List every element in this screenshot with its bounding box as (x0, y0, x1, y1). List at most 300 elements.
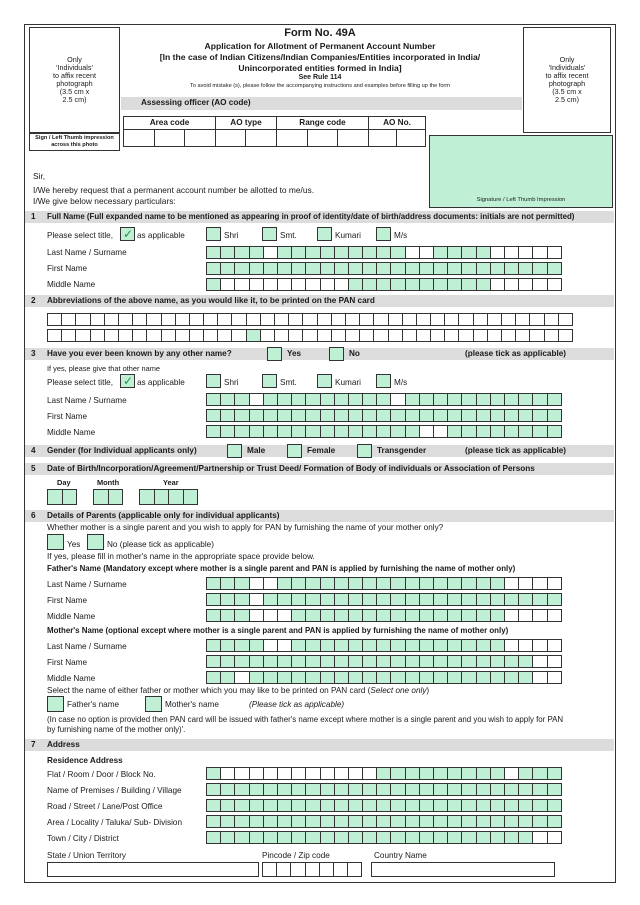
char-box[interactable] (362, 831, 377, 844)
char-box[interactable] (558, 313, 573, 326)
char-box[interactable] (249, 577, 264, 590)
char-box[interactable] (504, 799, 519, 812)
char-box[interactable] (104, 313, 119, 326)
dob-day-cells[interactable] (47, 489, 76, 505)
s1-shri-box[interactable] (206, 227, 221, 241)
char-box[interactable] (334, 671, 349, 684)
char-box[interactable] (544, 329, 559, 342)
char-box[interactable] (291, 655, 306, 668)
char-box[interactable] (390, 409, 405, 422)
char-box[interactable] (231, 329, 246, 342)
char-box[interactable] (390, 393, 405, 406)
char-box[interactable] (320, 767, 335, 780)
char-box[interactable] (277, 655, 292, 668)
char-box[interactable] (334, 815, 349, 828)
char-box[interactable] (461, 831, 476, 844)
char-box[interactable] (490, 393, 505, 406)
char-box[interactable] (93, 489, 109, 505)
char-box[interactable] (433, 246, 448, 259)
char-box[interactable] (373, 313, 388, 326)
char-box[interactable] (234, 671, 249, 684)
char-box[interactable] (348, 767, 363, 780)
char-box[interactable] (234, 639, 249, 652)
char-box[interactable] (518, 783, 533, 796)
char-box[interactable] (220, 609, 235, 622)
char-box[interactable] (461, 577, 476, 590)
char-box[interactable] (433, 393, 448, 406)
char-box[interactable] (447, 767, 462, 780)
char-box[interactable] (362, 278, 377, 291)
char-box[interactable] (263, 767, 278, 780)
char-box[interactable] (206, 767, 221, 780)
char-box[interactable] (291, 278, 306, 291)
char-box[interactable] (461, 671, 476, 684)
char-box[interactable] (476, 767, 491, 780)
char-box[interactable] (504, 783, 519, 796)
char-box[interactable] (90, 329, 105, 342)
char-box[interactable] (405, 609, 420, 622)
char-box[interactable] (75, 313, 90, 326)
char-box[interactable] (362, 425, 377, 438)
char-box[interactable] (532, 246, 547, 259)
char-box[interactable] (547, 655, 562, 668)
char-box[interactable] (234, 831, 249, 844)
print-father-box[interactable] (47, 696, 64, 712)
char-box[interactable] (376, 783, 391, 796)
char-box[interactable] (376, 262, 391, 275)
char-box[interactable] (291, 767, 306, 780)
char-box[interactable] (206, 393, 221, 406)
char-box[interactable] (118, 329, 133, 342)
s3-title-tick[interactable] (120, 374, 135, 388)
char-box[interactable] (476, 593, 491, 606)
char-box[interactable] (175, 313, 190, 326)
flat-cells[interactable] (206, 767, 561, 780)
char-box[interactable] (291, 393, 306, 406)
char-box[interactable] (501, 329, 516, 342)
s3-first-name-cells[interactable] (206, 409, 561, 422)
char-box[interactable] (504, 815, 519, 828)
s1-title-tick[interactable] (120, 227, 135, 241)
char-box[interactable] (249, 593, 264, 606)
char-box[interactable] (291, 639, 306, 652)
char-box[interactable] (490, 262, 505, 275)
char-box[interactable] (405, 262, 420, 275)
char-box[interactable] (490, 767, 505, 780)
char-box[interactable] (90, 313, 105, 326)
char-box[interactable] (291, 799, 306, 812)
char-box[interactable] (161, 329, 176, 342)
father-middle-name-cells[interactable] (206, 609, 561, 622)
char-box[interactable] (362, 262, 377, 275)
char-box[interactable] (249, 278, 264, 291)
char-box[interactable] (277, 767, 292, 780)
char-box[interactable] (461, 639, 476, 652)
char-box[interactable] (206, 783, 221, 796)
char-box[interactable] (320, 262, 335, 275)
char-box[interactable] (249, 831, 264, 844)
char-box[interactable] (504, 831, 519, 844)
char-box[interactable] (376, 246, 391, 259)
char-box[interactable] (234, 262, 249, 275)
char-box[interactable] (348, 278, 363, 291)
char-box[interactable] (518, 639, 533, 652)
s1-ms-box[interactable] (376, 227, 391, 241)
char-box[interactable] (518, 799, 533, 812)
char-box[interactable] (305, 767, 320, 780)
char-box[interactable] (433, 671, 448, 684)
char-box[interactable] (334, 593, 349, 606)
char-box[interactable] (274, 313, 289, 326)
char-box[interactable] (234, 815, 249, 828)
char-box[interactable] (291, 409, 306, 422)
char-box[interactable] (320, 593, 335, 606)
char-box[interactable] (161, 313, 176, 326)
char-box[interactable] (376, 278, 391, 291)
char-box[interactable] (405, 799, 420, 812)
father-last-name-cells[interactable] (206, 577, 561, 590)
pincode-cells[interactable] (262, 862, 361, 877)
char-box[interactable] (277, 783, 292, 796)
char-box[interactable] (376, 393, 391, 406)
char-box[interactable] (490, 799, 505, 812)
premises-cells[interactable] (206, 783, 561, 796)
char-box[interactable] (433, 639, 448, 652)
char-box[interactable] (518, 609, 533, 622)
char-box[interactable] (291, 671, 306, 684)
char-box[interactable] (447, 262, 462, 275)
char-box[interactable] (518, 262, 533, 275)
char-box[interactable] (547, 609, 562, 622)
char-box[interactable] (532, 831, 547, 844)
char-box[interactable] (263, 671, 278, 684)
char-box[interactable] (490, 655, 505, 668)
char-box[interactable] (206, 246, 221, 259)
char-box[interactable] (458, 313, 473, 326)
char-box[interactable] (206, 593, 221, 606)
char-box[interactable] (504, 425, 519, 438)
char-box[interactable] (362, 639, 377, 652)
char-box[interactable] (405, 246, 420, 259)
char-box[interactable] (376, 593, 391, 606)
char-box[interactable] (504, 278, 519, 291)
char-box[interactable] (305, 815, 320, 828)
char-box[interactable] (376, 799, 391, 812)
char-box[interactable] (532, 609, 547, 622)
char-box[interactable] (476, 831, 491, 844)
char-box[interactable] (206, 409, 221, 422)
char-box[interactable] (234, 425, 249, 438)
char-box[interactable] (348, 609, 363, 622)
char-box[interactable] (61, 329, 76, 342)
char-box[interactable] (206, 639, 221, 652)
char-box[interactable] (305, 278, 320, 291)
s4-transgender-box[interactable] (357, 444, 372, 458)
char-box[interactable] (305, 831, 320, 844)
char-box[interactable] (277, 639, 292, 652)
char-box[interactable] (206, 278, 221, 291)
char-box[interactable] (433, 409, 448, 422)
char-box[interactable] (263, 831, 278, 844)
char-box[interactable] (504, 409, 519, 422)
char-box[interactable] (515, 313, 530, 326)
char-box[interactable] (532, 593, 547, 606)
char-box[interactable] (433, 767, 448, 780)
char-box[interactable] (518, 425, 533, 438)
char-box[interactable] (518, 577, 533, 590)
char-box[interactable] (390, 593, 405, 606)
char-box[interactable] (234, 799, 249, 812)
char-box[interactable] (320, 671, 335, 684)
char-box[interactable] (246, 329, 261, 342)
char-box[interactable] (433, 655, 448, 668)
char-box[interactable] (146, 313, 161, 326)
char-box[interactable] (461, 655, 476, 668)
char-box[interactable] (476, 262, 491, 275)
char-box[interactable] (104, 329, 119, 342)
char-box[interactable] (206, 671, 221, 684)
char-box[interactable] (490, 671, 505, 684)
char-box[interactable] (476, 609, 491, 622)
char-box[interactable] (320, 655, 335, 668)
char-box[interactable] (362, 671, 377, 684)
char-box[interactable] (476, 577, 491, 590)
char-box[interactable] (334, 799, 349, 812)
dob-month-cells[interactable] (93, 489, 122, 505)
char-box[interactable] (345, 329, 360, 342)
s1-first-name-cells[interactable] (206, 262, 561, 275)
char-box[interactable] (547, 409, 562, 422)
char-box[interactable] (277, 278, 292, 291)
char-box[interactable] (302, 313, 317, 326)
char-box[interactable] (305, 671, 320, 684)
char-box[interactable] (433, 278, 448, 291)
char-box[interactable] (362, 655, 377, 668)
s1-smt-box[interactable] (262, 227, 277, 241)
char-box[interactable] (376, 609, 391, 622)
char-box[interactable] (376, 655, 391, 668)
char-box[interactable] (419, 799, 434, 812)
char-box[interactable] (504, 767, 519, 780)
char-box[interactable] (433, 815, 448, 828)
char-box[interactable] (334, 278, 349, 291)
char-box[interactable] (362, 593, 377, 606)
area-cells[interactable] (206, 815, 561, 828)
char-box[interactable] (263, 609, 278, 622)
char-box[interactable] (504, 671, 519, 684)
char-box[interactable] (183, 489, 199, 505)
char-box[interactable] (320, 246, 335, 259)
char-box[interactable] (203, 313, 218, 326)
char-box[interactable] (447, 246, 462, 259)
char-box[interactable] (348, 671, 363, 684)
char-box[interactable] (139, 489, 155, 505)
char-box[interactable] (263, 815, 278, 828)
char-box[interactable] (532, 639, 547, 652)
char-box[interactable] (220, 767, 235, 780)
char-box[interactable] (433, 799, 448, 812)
char-box[interactable] (390, 278, 405, 291)
char-box[interactable] (376, 767, 391, 780)
char-box[interactable] (447, 278, 462, 291)
char-box[interactable] (547, 783, 562, 796)
char-box[interactable] (62, 489, 78, 505)
char-box[interactable] (220, 639, 235, 652)
char-box[interactable] (532, 655, 547, 668)
char-box[interactable] (263, 393, 278, 406)
s1-last-name-cells[interactable] (206, 246, 561, 259)
char-box[interactable] (405, 671, 420, 684)
char-box[interactable] (416, 329, 431, 342)
char-box[interactable] (305, 262, 320, 275)
char-box[interactable] (362, 767, 377, 780)
char-box[interactable] (419, 783, 434, 796)
char-box[interactable] (274, 329, 289, 342)
char-box[interactable] (168, 489, 184, 505)
char-box[interactable] (231, 313, 246, 326)
char-box[interactable] (320, 393, 335, 406)
char-box[interactable] (447, 593, 462, 606)
char-box[interactable] (249, 799, 264, 812)
char-box[interactable] (291, 593, 306, 606)
char-box[interactable] (419, 767, 434, 780)
char-box[interactable] (249, 783, 264, 796)
char-box[interactable] (263, 783, 278, 796)
char-box[interactable] (376, 425, 391, 438)
char-box[interactable] (532, 393, 547, 406)
char-box[interactable] (547, 799, 562, 812)
s3-shri-box[interactable] (206, 374, 221, 388)
char-box[interactable] (447, 671, 462, 684)
s2-abbrev-row-2[interactable] (47, 329, 572, 342)
char-box[interactable] (419, 671, 434, 684)
char-box[interactable] (203, 329, 218, 342)
char-box[interactable] (249, 639, 264, 652)
char-box[interactable] (291, 246, 306, 259)
char-box[interactable] (132, 329, 147, 342)
char-box[interactable] (529, 313, 544, 326)
char-box[interactable] (532, 671, 547, 684)
char-box[interactable] (334, 409, 349, 422)
char-box[interactable] (362, 783, 377, 796)
town-cells[interactable] (206, 831, 561, 844)
char-box[interactable] (476, 655, 491, 668)
char-box[interactable] (487, 313, 502, 326)
char-box[interactable] (305, 783, 320, 796)
char-box[interactable] (277, 671, 292, 684)
char-box[interactable] (305, 655, 320, 668)
char-box[interactable] (249, 671, 264, 684)
char-box[interactable] (108, 489, 124, 505)
char-box[interactable] (217, 329, 232, 342)
char-box[interactable] (317, 313, 332, 326)
char-box[interactable] (277, 246, 292, 259)
char-box[interactable] (490, 278, 505, 291)
s4-female-box[interactable] (287, 444, 302, 458)
char-box[interactable] (402, 313, 417, 326)
char-box[interactable] (263, 425, 278, 438)
char-box[interactable] (220, 655, 235, 668)
char-box[interactable] (334, 783, 349, 796)
char-box[interactable] (547, 393, 562, 406)
char-box[interactable] (249, 393, 264, 406)
char-box[interactable] (490, 783, 505, 796)
char-box[interactable] (419, 409, 434, 422)
char-box[interactable] (504, 393, 519, 406)
char-box[interactable] (348, 783, 363, 796)
char-box[interactable] (277, 815, 292, 828)
char-box[interactable] (547, 815, 562, 828)
char-box[interactable] (461, 409, 476, 422)
char-box[interactable] (447, 799, 462, 812)
char-box[interactable] (405, 655, 420, 668)
char-box[interactable] (518, 671, 533, 684)
char-box[interactable] (547, 671, 562, 684)
char-box[interactable] (249, 815, 264, 828)
char-box[interactable] (206, 799, 221, 812)
char-box[interactable] (189, 329, 204, 342)
char-box[interactable] (405, 831, 420, 844)
char-box[interactable] (476, 246, 491, 259)
char-box[interactable] (430, 329, 445, 342)
char-box[interactable] (305, 862, 320, 877)
char-box[interactable] (347, 862, 362, 877)
char-box[interactable] (504, 639, 519, 652)
char-box[interactable] (277, 799, 292, 812)
char-box[interactable] (288, 329, 303, 342)
char-box[interactable] (333, 862, 348, 877)
char-box[interactable] (390, 799, 405, 812)
char-box[interactable] (234, 409, 249, 422)
char-box[interactable] (532, 278, 547, 291)
char-box[interactable] (390, 767, 405, 780)
char-box[interactable] (419, 815, 434, 828)
char-box[interactable] (359, 329, 374, 342)
char-box[interactable] (263, 262, 278, 275)
char-box[interactable] (277, 609, 292, 622)
char-box[interactable] (320, 577, 335, 590)
char-box[interactable] (532, 799, 547, 812)
char-box[interactable] (305, 425, 320, 438)
char-box[interactable] (334, 425, 349, 438)
char-box[interactable] (419, 831, 434, 844)
father-first-name-cells[interactable] (206, 593, 561, 606)
char-box[interactable] (532, 262, 547, 275)
char-box[interactable] (376, 409, 391, 422)
char-box[interactable] (419, 593, 434, 606)
char-box[interactable] (458, 329, 473, 342)
char-box[interactable] (419, 262, 434, 275)
char-box[interactable] (348, 593, 363, 606)
char-box[interactable] (461, 425, 476, 438)
char-box[interactable] (473, 313, 488, 326)
char-box[interactable] (405, 577, 420, 590)
char-box[interactable] (75, 329, 90, 342)
char-box[interactable] (419, 246, 434, 259)
char-box[interactable] (220, 783, 235, 796)
char-box[interactable] (476, 393, 491, 406)
char-box[interactable] (405, 815, 420, 828)
country-input[interactable] (371, 862, 555, 877)
char-box[interactable] (390, 425, 405, 438)
s3-middle-name-cells[interactable] (206, 425, 561, 438)
char-box[interactable] (547, 593, 562, 606)
char-box[interactable] (132, 313, 147, 326)
char-box[interactable] (518, 593, 533, 606)
char-box[interactable] (305, 593, 320, 606)
char-box[interactable] (402, 329, 417, 342)
char-box[interactable] (405, 783, 420, 796)
